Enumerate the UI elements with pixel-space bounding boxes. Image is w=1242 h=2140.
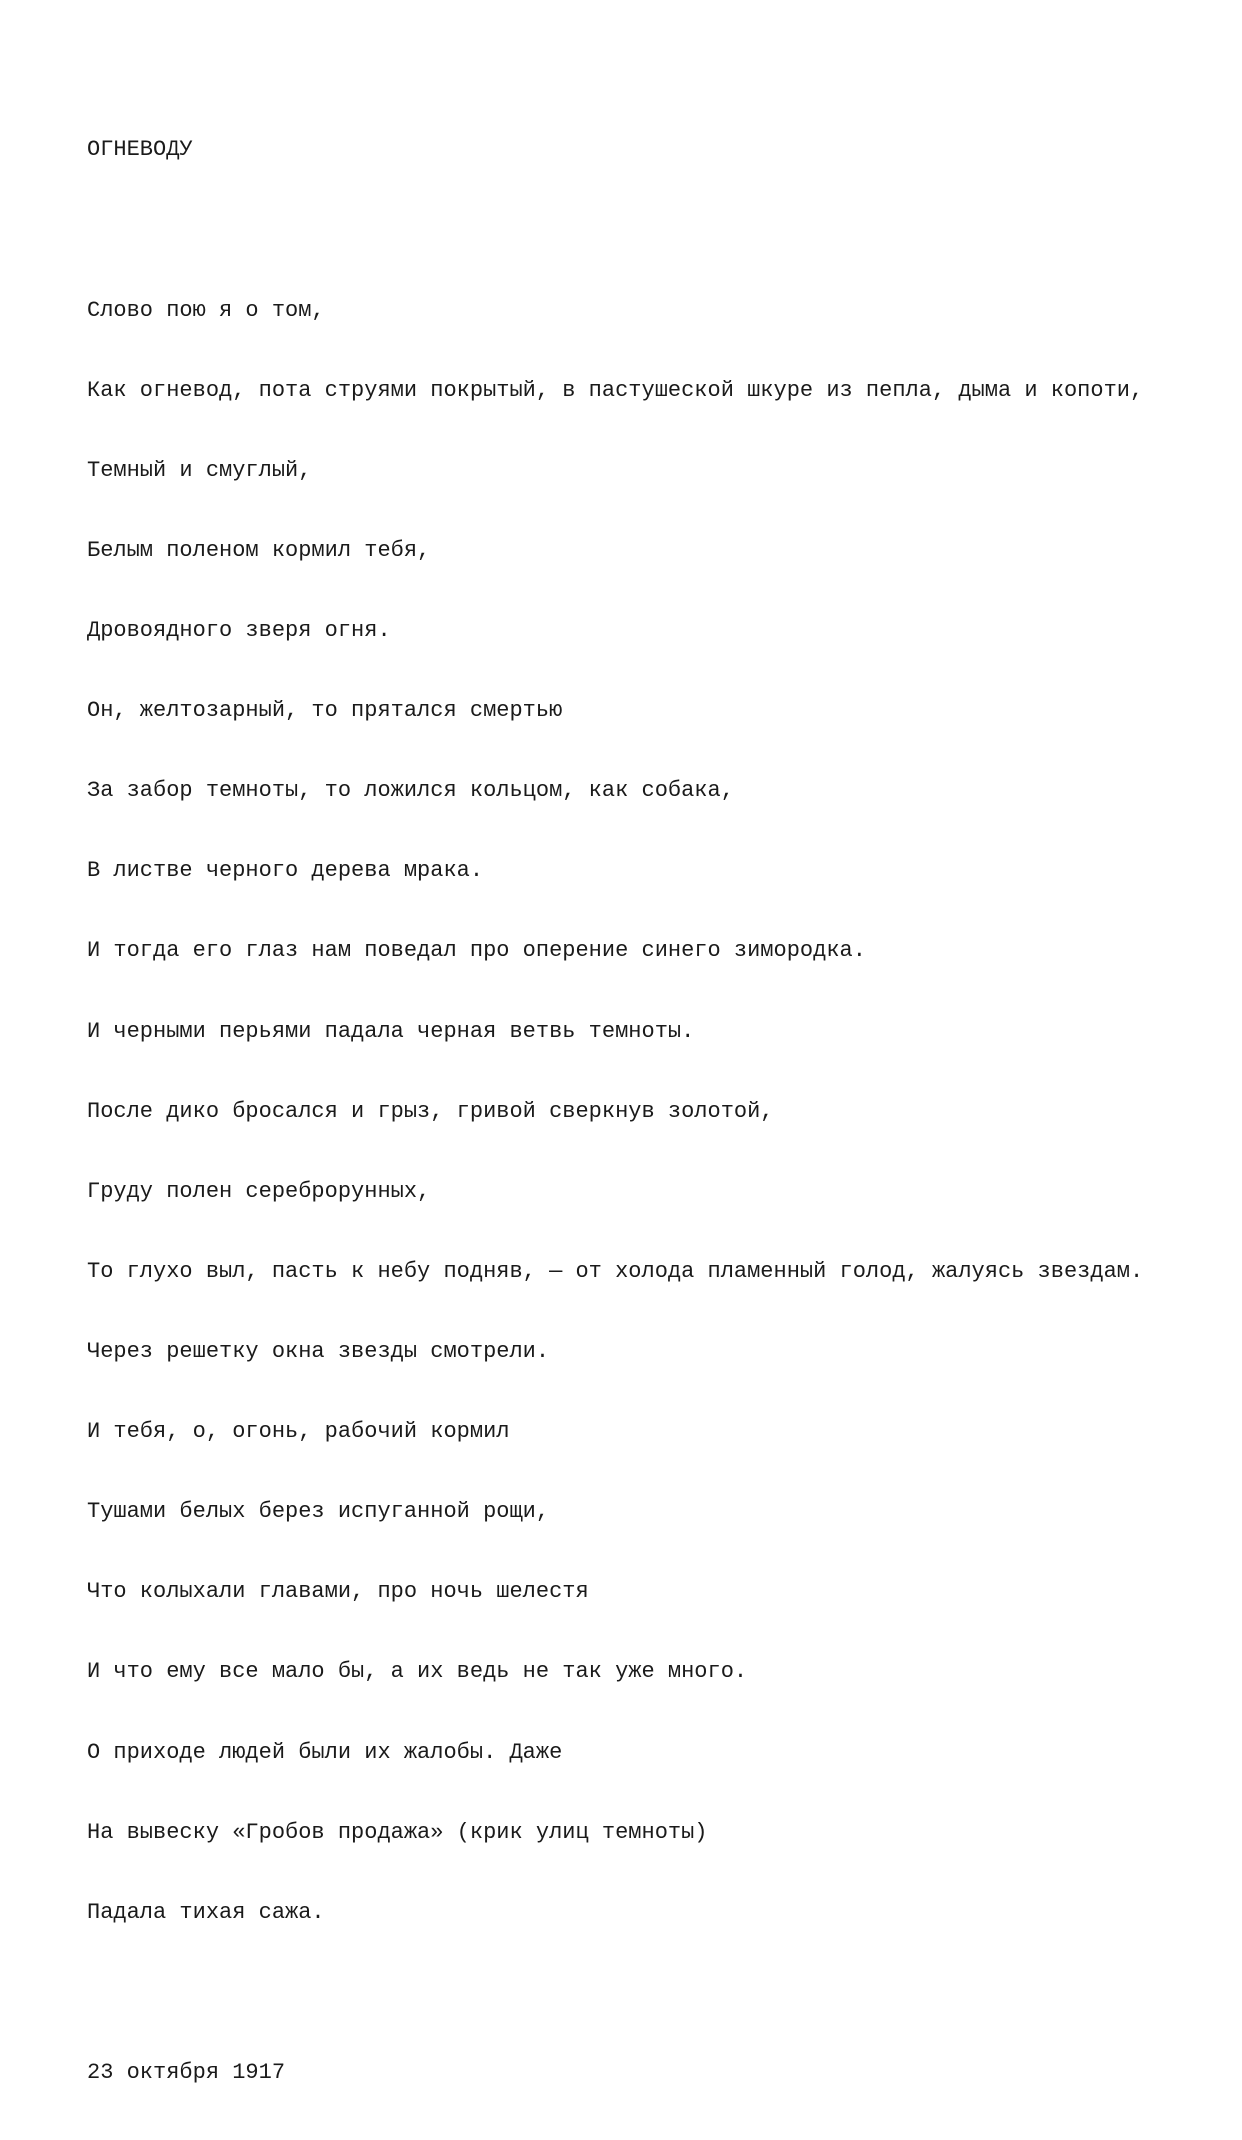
poem-line: Что колыхали главами, про ночь шелестя [87,1579,589,1605]
poem-line: Дровоядного зверя огня. [87,618,391,644]
poem-line: И тебя, о, огонь, рабочий кормил [87,1419,510,1445]
poem-title: ОГНЕВОДУ [87,137,193,163]
poem-line: Как огневод, пота струями покрытый, в пастушеской шкуре из пепла, дыма и копоти, [87,377,1144,403]
poem-line: Груду полен сереброрунных, [87,1178,431,1204]
poem-line: Через решетку окна звезды смотрели. [87,1339,550,1365]
poem-line: На вывеску «Гробов продажа» (крик улиц темноты) [87,1819,708,1845]
poem-line: То глухо выл, пасть к небу подняв, — от холода пламенный голод, жалуясь звездам. [87,1258,1144,1284]
poem-line: В листве черного дерева мрака. [87,858,484,884]
poem-line: О приходе людей были их жалобы. Даже [87,1739,563,1765]
poem-line: Он, желтозарный, то прятался смертью [87,698,563,724]
poem-line: Темный и смуглый, [87,457,312,483]
poem-line: Белым поленом кормил тебя, [87,537,431,563]
poem-line: После дико бросался и грыз, гривой сверкнув золотой, [87,1098,774,1124]
poem-line: И черными перьями падала черная ветвь темноты. [87,1018,695,1044]
poem-text [87,244,1197,1980]
poem-date: 23 октября 1917 [87,2060,286,2085]
poem-line: Тушами белых берез испуганной рощи, [87,1499,550,1525]
poem-line: Падала тихая сажа. [87,1899,325,1925]
poem-line: И что ему все мало бы, а их ведь не так уже много. [87,1659,748,1685]
poem-line: И тогда его глаз нам поведал про оперение синего зимородка. [87,938,866,964]
poem-line: За забор темноты, то ложился кольцом, как собака, [87,778,734,804]
document-body [87,84,1197,2140]
poem-line: Слово пою я о том, [87,297,325,323]
